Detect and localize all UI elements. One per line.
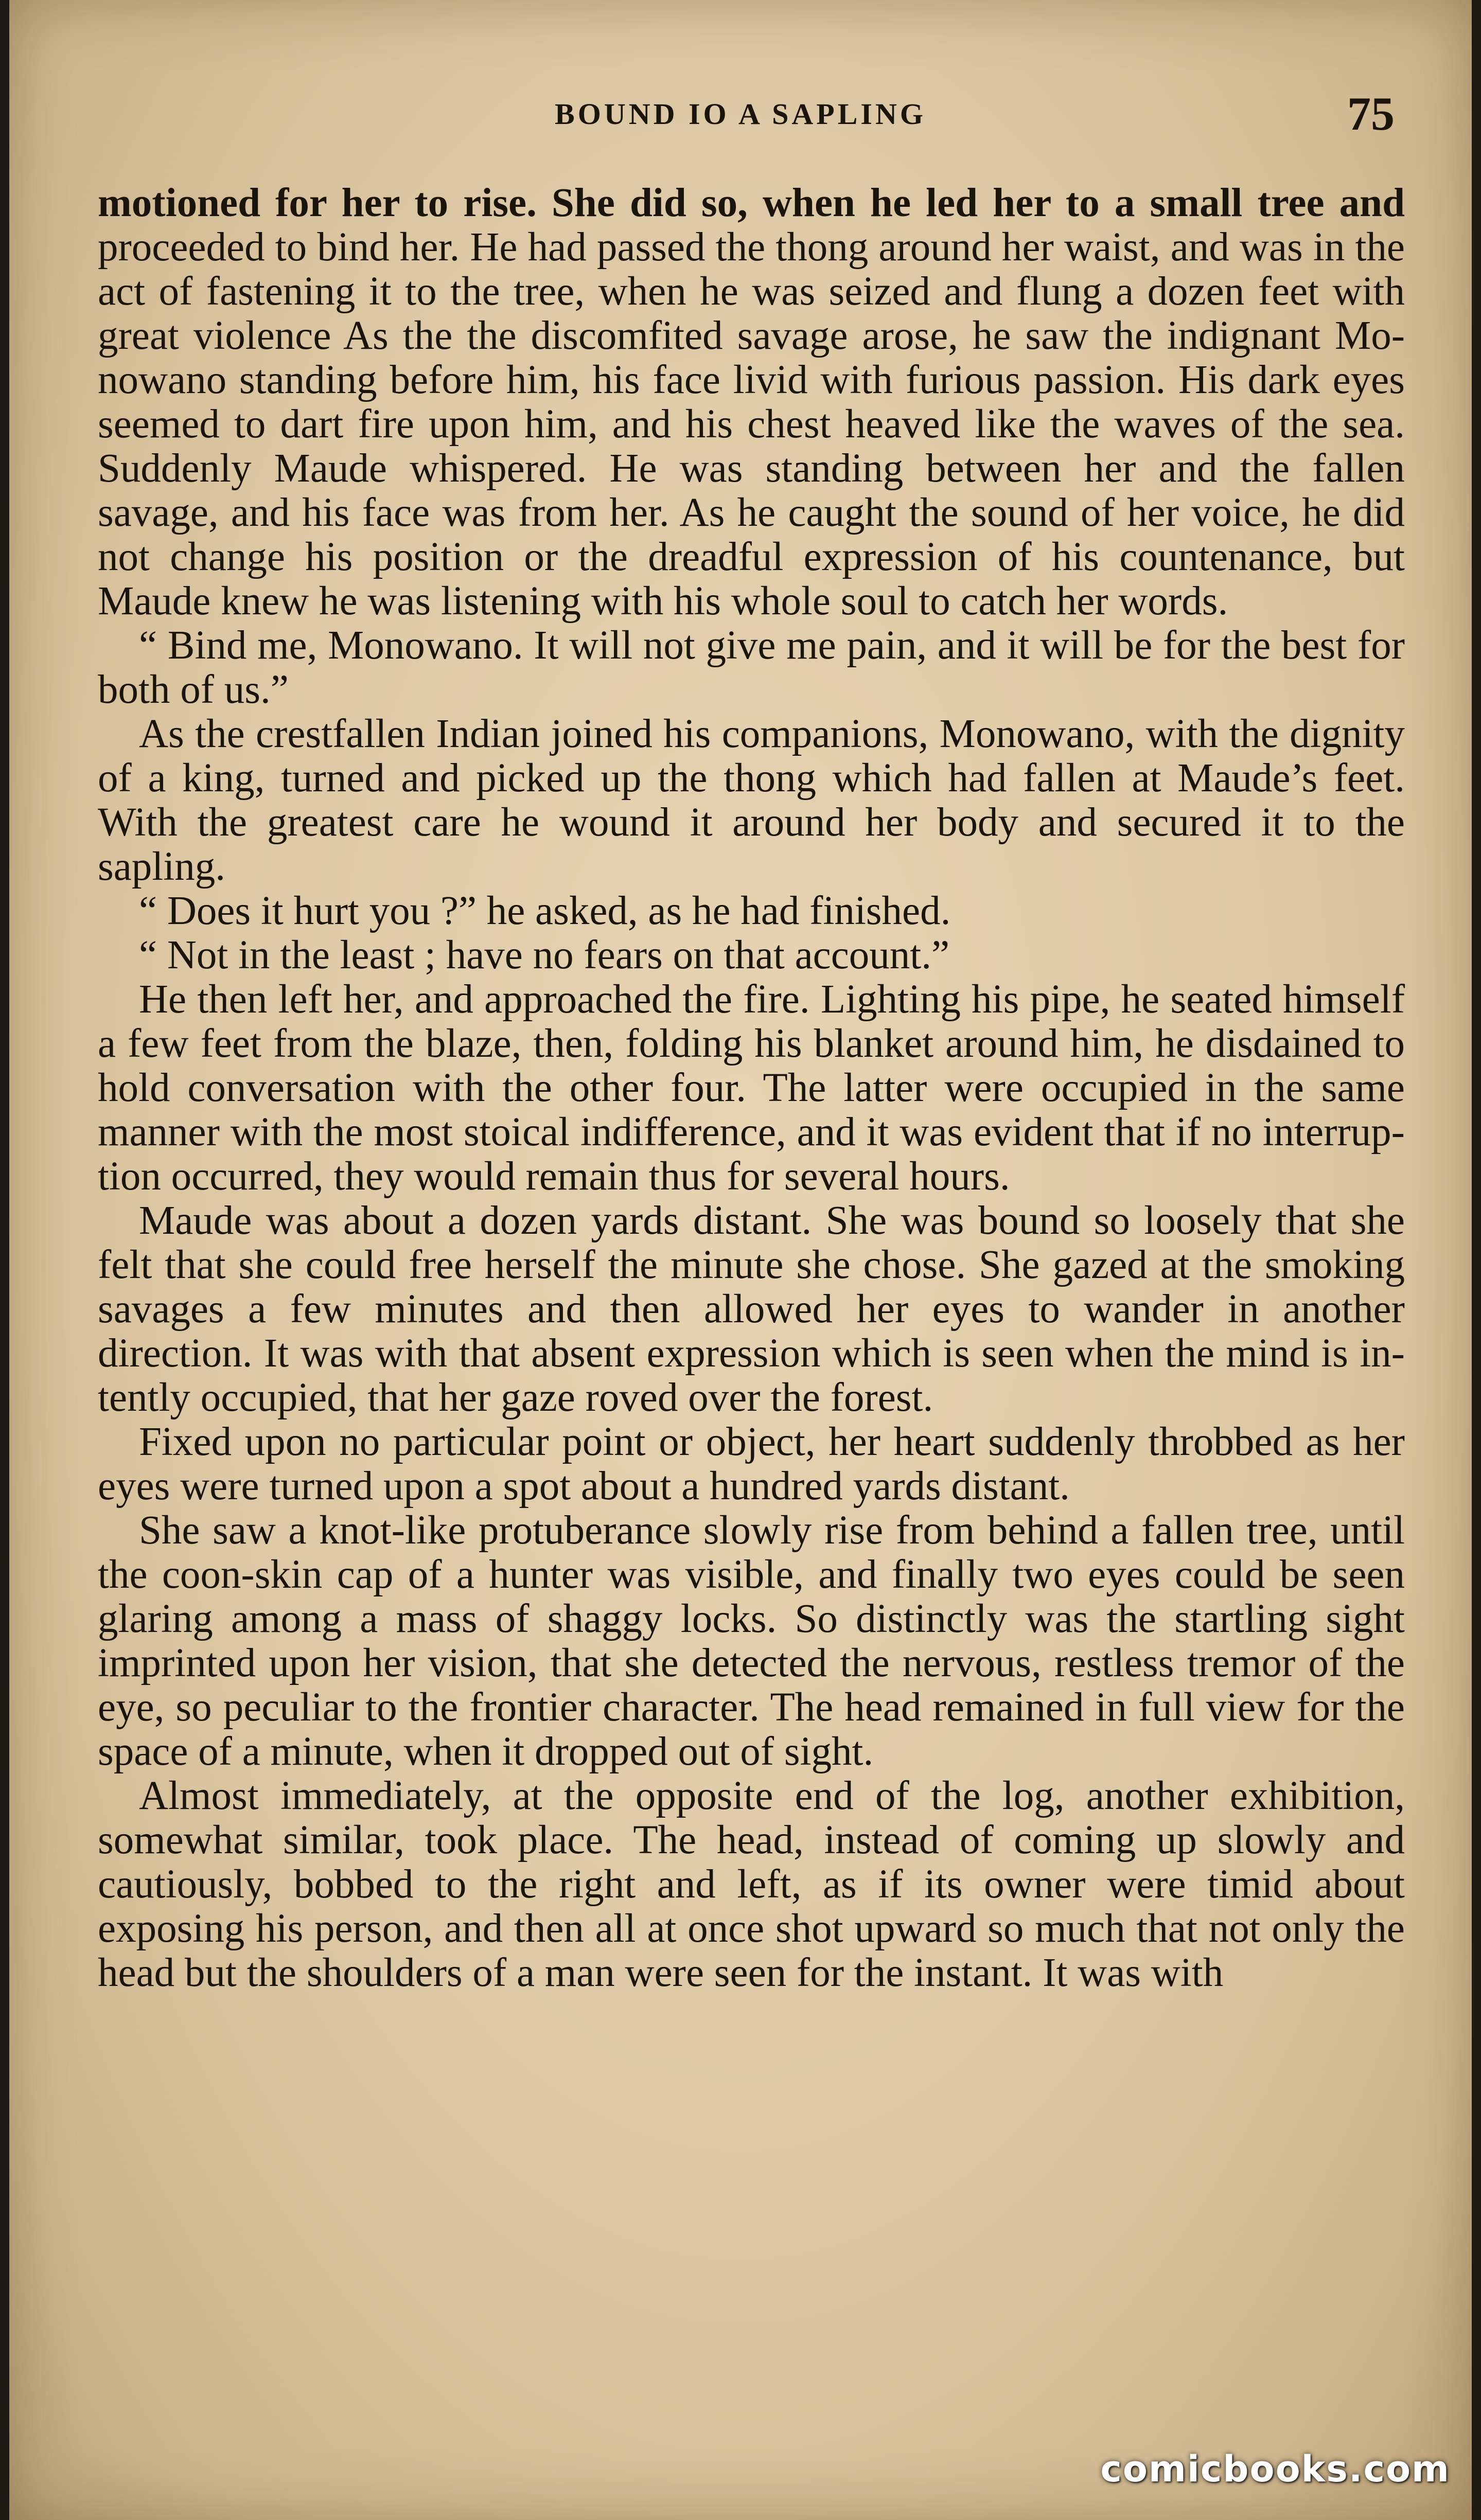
paragraph: She saw a knot-like protuberance slowly rise from behind a fallen tree, until the coon-skin cap of a hunter was visible, and finally two eyes could be seen glaring among a mass of shaggy locks. So distinctly was the startling sight imprinted upon her vision, that she detected the nervous, restless tremor of the eye, so peculiar to the frontier character. The head remained in full view for the space of a minute, when it dropped out of sight. <box>98 1508 1405 1774</box>
paragraph: Maude was about a dozen yards distant. She was bound so loosely that she felt that she could free herself the minute she chose. She gazed at the smoking savages a few minutes and then allowed her eyes to wander in another direction. It was with that absent expression which is seen when the mind is in- tently occupied, that her gaze roved over the forest. <box>98 1198 1405 1420</box>
paragraph: Fixed upon no particular point or object, her heart suddenly throbbed as her eyes were turned upon a spot about a hundred yards distant. <box>98 1419 1405 1509</box>
paragraph: As the crestfallen Indian joined his companions, Monowano, with the dignity of a king, turned and picked up the thong which had fallen at Maude’s feet. With the greatest care he wound it around her body and secured it to the sapling. <box>98 712 1405 889</box>
running-head: BOUND IO A SAPLING <box>555 97 926 131</box>
paragraph: “ Not in the least ; have no fears on that account.” <box>139 933 950 978</box>
paragraph: He then left her, and approached the fire. Lighting his pipe, he seated himself a few feet from the blaze, then, folding his blanket around him, he disdained to hold conversation with the other four. The latter were occupied in the same manner with the most stoical indifference, and it was evident that if no interrup- tion occurred, they would remain thus for several hours. <box>98 977 1405 1199</box>
paragraph: motioned for her to rise. She did so, when he led her to a small tree and proceeded to bind her. He had passed the thong around her waist, and was in the act of fastening it to the tree, when he was seized and flung a dozen feet with great violence As the the discomfited savage arose, he saw the indignant Mo- nowano standing before him, his face livid with furious passion. His dark eyes seemed to dart fire upon him, and his chest heaved like the waves of the sea. Suddenly Maude whispered. He was standing between her and the fallen savage, and his face was from her. As he caught the sound of her voice, he did not change his position or the dreadful expression of his countenance, but Maude knew he was listening with his whole soul to catch her words. <box>98 181 1405 624</box>
book-page <box>9 0 1472 2520</box>
paragraph: “ Bind me, Monowano. It will not give me pain, and it will be for the best for both of us.” <box>98 623 1405 712</box>
paragraph: Almost immediately, at the opposite end of the log, another exhibition, somewhat similar, took place. The head, instead of coming up slowly and cautiously, bobbed to the right and left, as if its owner were timid about exposing his person, and then all at once shot upward so much that not only the head but the shoulders of a man were seen for the instant. It was with <box>98 1773 1405 1995</box>
body-text <box>98 181 1405 1995</box>
paragraph: “ Does it hurt you ?” he asked, as he had finished. <box>139 889 951 933</box>
page-header <box>9 86 1472 143</box>
page-number: 75 <box>1347 87 1395 140</box>
watermark: comicbooks.com <box>1100 2448 1450 2490</box>
